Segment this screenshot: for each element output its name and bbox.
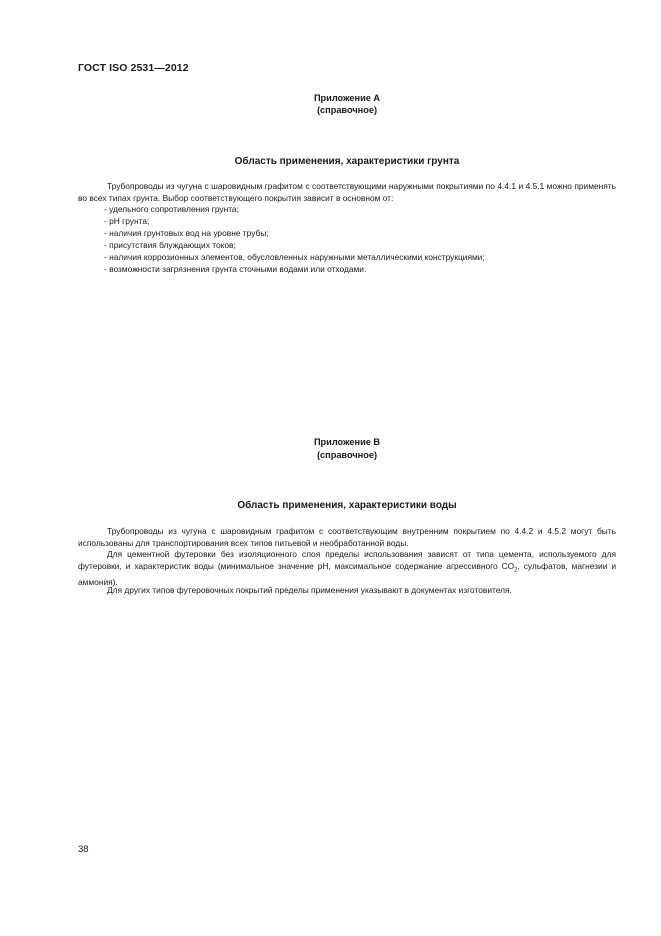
list-item: - pH грунта;: [104, 216, 150, 226]
annex-a-subtitle: (справочное): [316, 105, 377, 115]
annex-a-title: Приложение А: [313, 93, 381, 103]
page-number: 38: [78, 844, 89, 855]
annex-b-paragraph-1: Трубопроводы из чугуна с шаровидным графитом с соответствующим внутренним покрытием по 4.4.2 и 4.5.2 могут быть использованы для транспортирования всех типов питьевой и необработанной воды.: [78, 526, 616, 548]
annex-a-intro: Трубопроводы из чугуна с шаровидным графитом с соответствующими наружными покрытиями по 4.4.1 и 4.5.1 можно применять во всех типах грунта. Выбор соответствующего покрытия зависит в основном от:: [78, 181, 616, 203]
annex-b-title: Приложение В: [313, 437, 381, 447]
annex-a-heading: Область применения, характеристики грунта: [234, 156, 460, 167]
annex-b-paragraph-2-start: Для цементной футеровки без изоляционного слоя пределы использования зависят от типа цемента, используемого для футеровки, и характеристик воды (минимальное значение pH, максимальное содержание агрессивного CO: [78, 549, 616, 571]
annex-b-subtitle: (справочное): [316, 450, 377, 460]
co2-subscript: 2: [514, 567, 518, 574]
annex-b-paragraph-2-end: , сульфатов, магнезии и аммония).: [78, 560, 617, 587]
list-item: - наличия грунтовых вод на уровне трубы;: [104, 228, 269, 238]
annex-b-paragraph-3: Для других типов футеровочных покрытий пределы применения указывают в документах изготовителя.: [107, 585, 512, 595]
document-header: ГОСТ ISO 2531—2012: [78, 62, 189, 74]
list-item: - удельного сопротивления грунта;: [104, 204, 239, 214]
annex-b-paragraph-2: [78, 549, 616, 588]
list-item: - наличия коррозионных элементов, обусловленных наружными металлическими конструкциями;: [104, 252, 485, 262]
annex-b-heading: Область применения, характеристики воды: [237, 500, 457, 511]
list-item: - возможности загрязнения грунта сточными водами или отходами.: [104, 264, 367, 274]
list-item: - присутствия блуждающих токов;: [104, 240, 236, 250]
